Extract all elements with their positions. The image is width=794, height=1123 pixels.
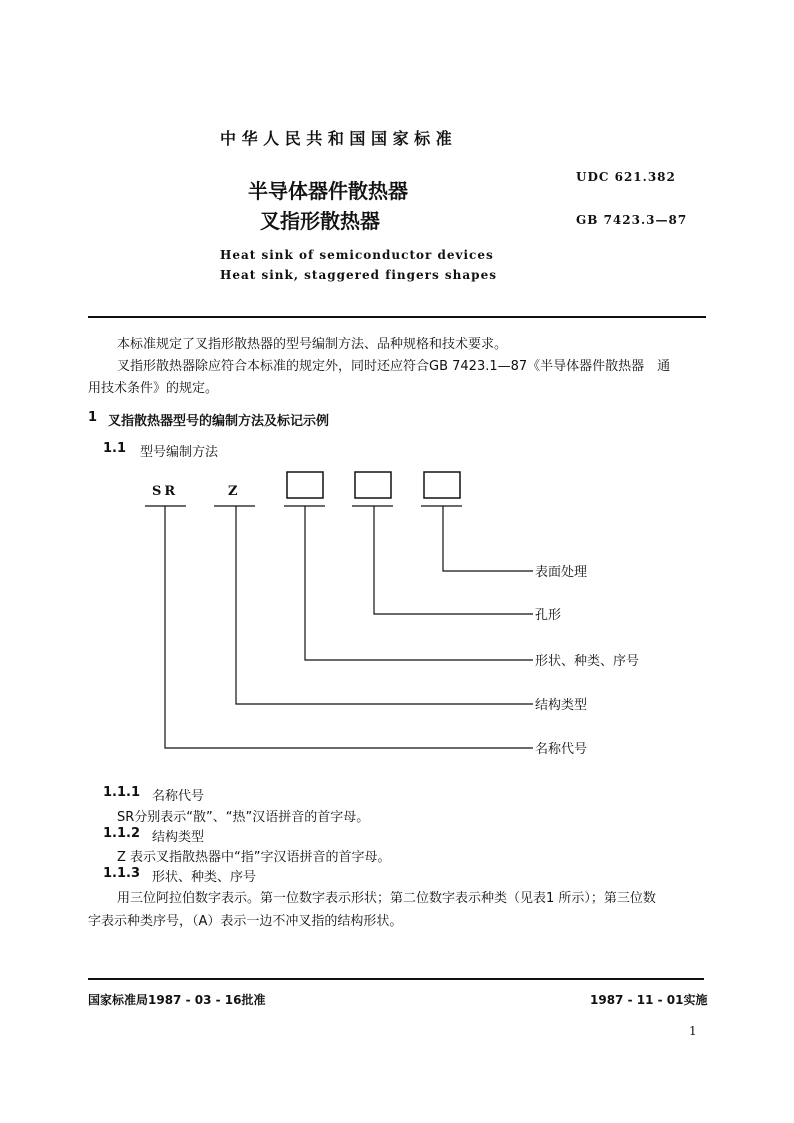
code-box-2 [355, 472, 391, 498]
code-box-1 [287, 472, 323, 498]
approval-date: 国家标准局1987 - 03 - 16批准 [88, 993, 266, 1007]
section-1-1-3-number: 1.1.3 [103, 866, 141, 881]
section-1-title: 叉指散热器型号的编制方法及标记示例 [108, 414, 330, 429]
udc-code: UDC 621.382 [576, 170, 676, 184]
leader-structure [236, 506, 533, 704]
section-1-1-3-body-line1: 用三位阿拉伯数字表示。第一位数字表示形状；第二位数字表示种类（见表1 所示）；第三位数 [117, 891, 656, 906]
english-title-line1: Heat sink of semiconductor devices [220, 248, 494, 262]
section-1-number: 1 [88, 410, 98, 425]
leader-surface [443, 506, 533, 571]
footer-rule [88, 978, 704, 980]
label-structure: 结构类型 [535, 698, 588, 713]
code-box-3 [424, 472, 460, 498]
code-sr: SR [152, 484, 179, 499]
leader-shape [305, 506, 533, 660]
section-1-1-2-number: 1.1.2 [103, 826, 141, 841]
leader-name [165, 506, 533, 748]
leader-hole [374, 506, 533, 614]
label-name: 名称代号 [535, 742, 588, 757]
org-name: 中 华 人 民 共 和 国 国 家 标 准 [220, 129, 452, 148]
effective-date: 1987 - 11 - 01实施 [590, 993, 708, 1007]
section-1-1-1-title: 名称代号 [152, 789, 205, 804]
gb-code: GB 7423.3—87 [576, 213, 688, 227]
intro-paragraph-1: 本标准规定了叉指形散热器的型号编制方法、品种规格和技术要求。 [117, 337, 508, 352]
label-shape: 形状、种类、序号 [535, 654, 640, 669]
section-1-1-1-body: SR分别表示“散”、“热”汉语拼音的首字母。 [117, 810, 370, 825]
section-1-1-3-body-line2: 字表示种类序号，（A）表示一边不冲叉指的结构形状。 [88, 914, 403, 929]
section-1-1-title: 型号编制方法 [140, 445, 219, 460]
title-line2: 叉指形散热器 [260, 209, 380, 233]
label-hole: 孔形 [535, 608, 562, 623]
section-1-1-2-title: 结构类型 [152, 830, 205, 845]
section-1-1-2-body: Z 表示叉指散热器中“指”字汉语拼音的首字母。 [117, 850, 391, 865]
section-1-1-1-number: 1.1.1 [103, 785, 141, 800]
section-1-1-3-title: 形状、种类、序号 [152, 870, 257, 885]
page-number: 1 [689, 1024, 697, 1038]
label-surface: 表面处理 [535, 565, 588, 580]
english-title-line2: Heat sink, staggered fingers shapes [220, 268, 497, 282]
intro-paragraph-2-line1: 叉指形散热器除应符合本标准的规定外，同时还应符合GB 7423.1—87《半导体器件散热器 通 [117, 359, 671, 374]
section-1-1-number: 1.1 [103, 441, 127, 456]
title-line1: 半导体器件散热器 [248, 179, 408, 203]
code-z: Z [228, 484, 241, 499]
intro-paragraph-2-line2: 用技术条件》的规定。 [88, 381, 219, 396]
